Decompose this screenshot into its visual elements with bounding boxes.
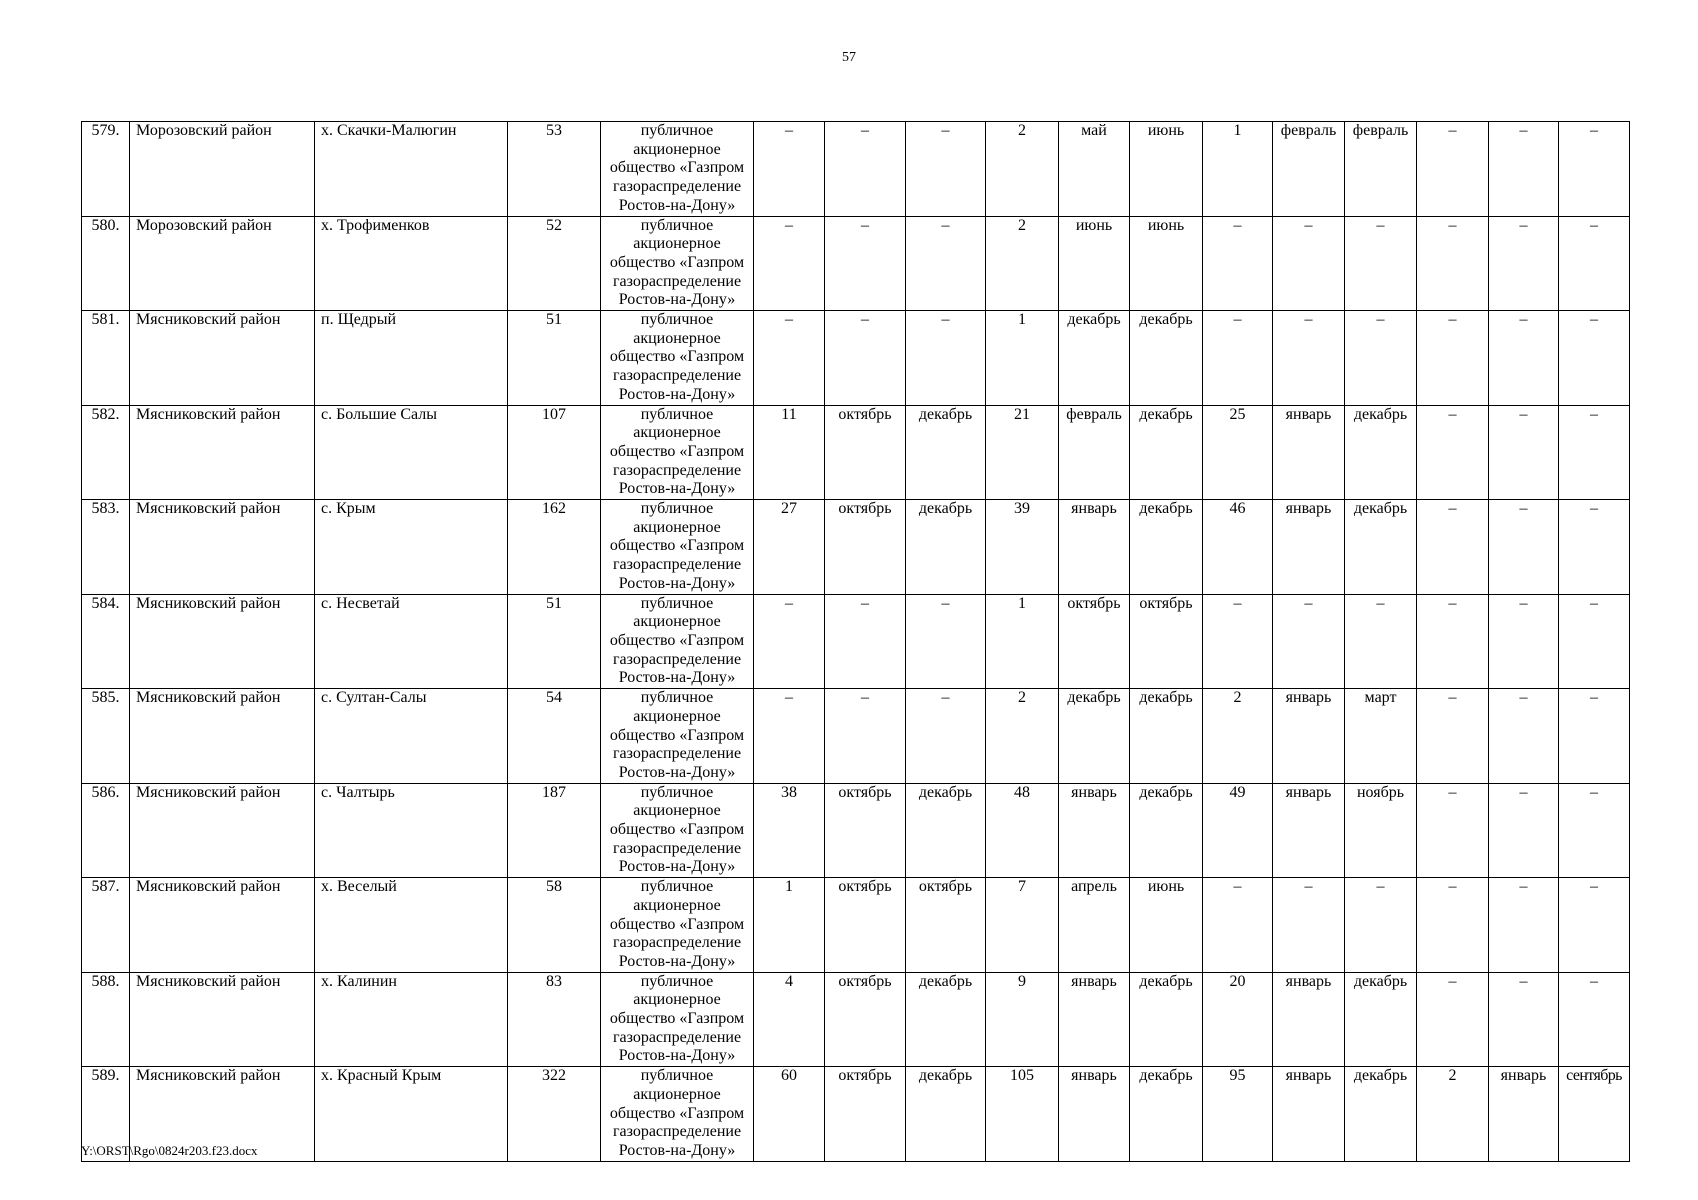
month-end-cell: – <box>1559 405 1630 500</box>
row-number: 580. <box>82 216 130 311</box>
row-number: 583. <box>82 500 130 595</box>
district-cell: Мясниковский район <box>130 972 315 1067</box>
organization-line: акционерное <box>633 1085 721 1103</box>
count-cell: – <box>754 122 825 217</box>
month-end-cell: декабрь <box>1130 500 1203 595</box>
organization-line: публичное <box>640 122 714 139</box>
organization-line: Ростов-на-Дону» <box>618 574 736 592</box>
organization-line: Ростов-на-Дону» <box>618 291 736 309</box>
district-cell: Мясниковский район <box>130 594 315 689</box>
count-cell: 38 <box>754 783 825 878</box>
count-cell: – <box>1417 311 1489 406</box>
gasification-schedule-table <box>81 121 1630 1162</box>
month-start-cell: – <box>1489 783 1559 878</box>
organization-line: газораспределение <box>612 367 742 385</box>
value-cell: 162 <box>508 500 601 595</box>
organization-line: общество «Газпром <box>609 442 745 460</box>
month-start-cell: – <box>1273 594 1345 689</box>
value-cell: 51 <box>508 594 601 689</box>
district-cell: Мясниковский район <box>130 689 315 784</box>
organization-line: Ростов-на-Дону» <box>618 858 736 876</box>
count-cell: 60 <box>754 1067 825 1162</box>
month-end-cell: – <box>1559 783 1630 878</box>
count-cell: 1 <box>986 311 1059 406</box>
count-cell: 25 <box>1203 405 1273 500</box>
month-start-cell: январь <box>1059 783 1130 878</box>
organization-line: Ростов-на-Дону» <box>618 952 736 970</box>
organization-line: газораспределение <box>612 934 742 952</box>
organization-line: публичное <box>640 783 714 801</box>
month-end-cell: декабрь <box>1345 1067 1417 1162</box>
value-cell: 322 <box>508 1067 601 1162</box>
count-cell: 4 <box>754 972 825 1067</box>
month-end-cell: июнь <box>1130 122 1203 217</box>
settlement-cell: х. Скачки-Малюгин <box>315 122 508 217</box>
month-end-cell: март <box>1345 689 1417 784</box>
count-cell: 21 <box>986 405 1059 500</box>
district-cell: Мясниковский район <box>130 311 315 406</box>
organization-line: общество «Газпром <box>609 1104 745 1122</box>
table-row <box>82 1067 1630 1162</box>
settlement-cell: с. Чалтырь <box>315 783 508 878</box>
month-start-cell: – <box>1489 122 1559 217</box>
month-end-cell: июнь <box>1130 216 1203 311</box>
month-start-cell: январь <box>1273 689 1345 784</box>
table-row <box>82 878 1630 973</box>
organization-cell <box>601 500 754 595</box>
count-cell: 1 <box>754 878 825 973</box>
count-cell: 1 <box>1203 122 1273 217</box>
organization-line: акционерное <box>633 140 721 158</box>
month-end-cell: декабрь <box>1345 972 1417 1067</box>
organization-line: Ростов-на-Дону» <box>618 385 736 403</box>
month-start-cell: январь <box>1059 1067 1130 1162</box>
month-start-cell: январь <box>1273 1067 1345 1162</box>
month-start-cell: – <box>1273 311 1345 406</box>
count-cell: – <box>754 594 825 689</box>
value-cell: 107 <box>508 405 601 500</box>
count-cell: 9 <box>986 972 1059 1067</box>
settlement-cell: х. Трофименков <box>315 216 508 311</box>
district-cell: Мясниковский район <box>130 500 315 595</box>
table-row <box>82 405 1630 500</box>
month-end-cell: декабрь <box>906 1067 986 1162</box>
month-end-cell: ноябрь <box>1345 783 1417 878</box>
settlement-cell: с. Большие Салы <box>315 405 508 500</box>
organization-line: газораспределение <box>612 272 742 290</box>
organization-line: акционерное <box>633 802 721 820</box>
organization-line: публичное <box>640 500 714 518</box>
organization-line: публичное <box>640 878 714 896</box>
month-start-cell: – <box>1489 689 1559 784</box>
month-end-cell: декабрь <box>906 972 986 1067</box>
month-end-cell: – <box>1559 216 1630 311</box>
value-cell: 54 <box>508 689 601 784</box>
organization-line: публичное <box>640 405 714 423</box>
month-end-cell: – <box>1345 594 1417 689</box>
count-cell: 27 <box>754 500 825 595</box>
month-start-cell: – <box>1273 878 1345 973</box>
month-end-cell: декабрь <box>906 783 986 878</box>
month-end-cell: – <box>1559 689 1630 784</box>
organization-line: Ростов-на-Дону» <box>618 763 736 781</box>
month-end-cell: – <box>1345 311 1417 406</box>
month-end-cell: – <box>1559 500 1630 595</box>
month-start-cell: февраль <box>1059 405 1130 500</box>
row-number: 585. <box>82 689 130 784</box>
table-row <box>82 311 1630 406</box>
count-cell: 39 <box>986 500 1059 595</box>
count-cell: – <box>1417 783 1489 878</box>
month-start-cell: май <box>1059 122 1130 217</box>
month-start-cell: – <box>1489 972 1559 1067</box>
month-end-cell: декабрь <box>1345 405 1417 500</box>
organization-cell <box>601 122 754 217</box>
organization-line: газораспределение <box>612 650 742 668</box>
count-cell: 95 <box>1203 1067 1273 1162</box>
count-cell: – <box>1203 594 1273 689</box>
month-end-cell: декабрь <box>1345 500 1417 595</box>
table-row <box>82 122 1630 217</box>
organization-line: акционерное <box>633 518 721 536</box>
district-cell: Мясниковский район <box>130 783 315 878</box>
count-cell: 7 <box>986 878 1059 973</box>
count-cell: – <box>1203 878 1273 973</box>
month-start-cell: январь <box>1273 783 1345 878</box>
organization-line: акционерное <box>633 424 721 442</box>
count-cell: 11 <box>754 405 825 500</box>
value-cell: 187 <box>508 783 601 878</box>
month-start-cell: – <box>825 216 906 311</box>
month-start-cell: январь <box>1059 972 1130 1067</box>
district-cell: Морозовский район <box>130 216 315 311</box>
organization-line: публичное <box>640 311 714 329</box>
row-number: 584. <box>82 594 130 689</box>
organization-line: акционерное <box>633 991 721 1009</box>
month-start-cell: – <box>1489 311 1559 406</box>
month-end-cell: октябрь <box>906 878 986 973</box>
organization-line: газораспределение <box>612 178 742 196</box>
count-cell: – <box>1417 500 1489 595</box>
month-start-cell: – <box>1489 405 1559 500</box>
month-start-cell: – <box>1489 594 1559 689</box>
count-cell: – <box>1417 216 1489 311</box>
page-number: 57 <box>842 50 856 65</box>
month-end-cell: – <box>906 311 986 406</box>
organization-line: общество «Газпром <box>609 726 745 744</box>
month-end-cell: – <box>1559 878 1630 973</box>
month-end-cell: декабрь <box>1130 689 1203 784</box>
settlement-cell: п. Щедрый <box>315 311 508 406</box>
file-path-footer: Y:\ORST\Rgo\0824r203.f23.docx <box>81 1143 258 1158</box>
organization-line: общество «Газпром <box>609 253 745 271</box>
table-row <box>82 783 1630 878</box>
organization-line: общество «Газпром <box>609 821 745 839</box>
district-cell: Мясниковский район <box>130 878 315 973</box>
organization-line: публичное <box>640 1067 714 1085</box>
month-start-cell: октябрь <box>1059 594 1130 689</box>
district-cell: Мясниковский район <box>130 1067 315 1162</box>
organization-cell <box>601 311 754 406</box>
settlement-cell: х. Калинин <box>315 972 508 1067</box>
value-cell: 58 <box>508 878 601 973</box>
month-start-cell: – <box>825 311 906 406</box>
row-number: 579. <box>82 122 130 217</box>
month-end-cell: июнь <box>1130 878 1203 973</box>
organization-line: Ростов-на-Дону» <box>618 480 736 498</box>
row-number: 581. <box>82 311 130 406</box>
organization-line: газораспределение <box>612 461 742 479</box>
organization-line: публичное <box>640 594 714 612</box>
month-end-cell: декабрь <box>906 405 986 500</box>
table-row <box>82 594 1630 689</box>
organization-line: Ростов-на-Дону» <box>618 1141 736 1159</box>
month-start-cell: январь <box>1273 972 1345 1067</box>
value-cell: 52 <box>508 216 601 311</box>
month-start-cell: декабрь <box>1059 689 1130 784</box>
month-start-cell: октябрь <box>825 878 906 973</box>
month-start-cell: – <box>1489 500 1559 595</box>
organization-cell <box>601 1067 754 1162</box>
count-cell: 2 <box>986 122 1059 217</box>
organization-line: акционерное <box>633 613 721 631</box>
organization-cell <box>601 878 754 973</box>
organization-line: общество «Газпром <box>609 348 745 366</box>
count-cell: – <box>1417 122 1489 217</box>
organization-line: Ростов-на-Дону» <box>618 1047 736 1065</box>
organization-line: акционерное <box>633 329 721 347</box>
organization-cell <box>601 594 754 689</box>
month-start-cell: – <box>1489 878 1559 973</box>
month-start-cell: октябрь <box>825 405 906 500</box>
month-end-cell: – <box>906 122 986 217</box>
month-end-cell: – <box>906 216 986 311</box>
organization-line: газораспределение <box>612 839 742 857</box>
month-end-cell: декабрь <box>1130 311 1203 406</box>
month-end-cell: – <box>1345 216 1417 311</box>
organization-cell <box>601 783 754 878</box>
count-cell: 1 <box>986 594 1059 689</box>
table-row <box>82 689 1630 784</box>
organization-line: публичное <box>640 972 714 990</box>
organization-line: газораспределение <box>612 745 742 763</box>
month-end-cell: – <box>906 689 986 784</box>
row-number: 587. <box>82 878 130 973</box>
organization-line: Ростов-на-Дону» <box>618 669 736 687</box>
count-cell: 2 <box>986 689 1059 784</box>
month-end-cell: – <box>1559 972 1630 1067</box>
month-end-cell: декабрь <box>1130 783 1203 878</box>
month-start-cell: – <box>825 122 906 217</box>
organization-line: газораспределение <box>612 1028 742 1046</box>
month-start-cell: – <box>825 594 906 689</box>
district-cell: Морозовский район <box>130 122 315 217</box>
month-end-cell: декабрь <box>906 500 986 595</box>
organization-line: акционерное <box>633 707 721 725</box>
settlement-cell: с. Султан-Салы <box>315 689 508 784</box>
count-cell: – <box>1417 405 1489 500</box>
month-start-cell: январь <box>1273 405 1345 500</box>
month-start-cell: январь <box>1273 500 1345 595</box>
organization-cell <box>601 972 754 1067</box>
month-start-cell: июнь <box>1059 216 1130 311</box>
month-start-cell: апрель <box>1059 878 1130 973</box>
count-cell: 46 <box>1203 500 1273 595</box>
count-cell: 49 <box>1203 783 1273 878</box>
organization-cell <box>601 689 754 784</box>
month-end-cell: – <box>1345 878 1417 973</box>
month-start-cell: январь <box>1059 500 1130 595</box>
district-cell: Мясниковский район <box>130 405 315 500</box>
settlement-cell: с. Крым <box>315 500 508 595</box>
month-start-cell: – <box>1273 216 1345 311</box>
organization-line: общество «Газпром <box>609 631 745 649</box>
organization-line: публичное <box>640 216 714 234</box>
organization-line: общество «Газпром <box>609 915 745 933</box>
count-cell: 2 <box>986 216 1059 311</box>
organization-line: акционерное <box>633 896 721 914</box>
month-end-cell: – <box>1559 594 1630 689</box>
value-cell: 51 <box>508 311 601 406</box>
month-end-cell: – <box>1559 122 1630 217</box>
count-cell: – <box>1417 594 1489 689</box>
organization-line: общество «Газпром <box>609 159 745 177</box>
month-end-cell: октябрь <box>1130 594 1203 689</box>
organization-line: газораспределение <box>612 1123 742 1141</box>
table-row <box>82 972 1630 1067</box>
value-cell: 83 <box>508 972 601 1067</box>
month-start-cell: октябрь <box>825 500 906 595</box>
settlement-cell: х. Красный Крым <box>315 1067 508 1162</box>
count-cell: – <box>754 216 825 311</box>
count-cell: 2 <box>1203 689 1273 784</box>
organization-line: публичное <box>640 689 714 707</box>
settlement-cell: х. Веселый <box>315 878 508 973</box>
count-cell: – <box>1417 878 1489 973</box>
month-end-cell: декабрь <box>1130 1067 1203 1162</box>
month-start-cell: октябрь <box>825 783 906 878</box>
organization-line: Ростов-на-Дону» <box>618 196 736 214</box>
month-start-cell: декабрь <box>1059 311 1130 406</box>
month-end-cell: – <box>1559 311 1630 406</box>
row-number: 589. <box>82 1067 130 1162</box>
organization-line: акционерное <box>633 235 721 253</box>
month-end-cell: февраль <box>1345 122 1417 217</box>
value-cell: 53 <box>508 122 601 217</box>
month-start-cell: октябрь <box>825 972 906 1067</box>
month-start-cell: – <box>1489 216 1559 311</box>
count-cell: – <box>754 689 825 784</box>
row-number: 586. <box>82 783 130 878</box>
month-end-cell: сентябрь <box>1559 1067 1630 1162</box>
month-start-cell: – <box>825 689 906 784</box>
month-end-cell: – <box>906 594 986 689</box>
count-cell: 2 <box>1417 1067 1489 1162</box>
count-cell: – <box>1203 216 1273 311</box>
organization-line: газораспределение <box>612 556 742 574</box>
table-row <box>82 216 1630 311</box>
month-end-cell: декабрь <box>1130 405 1203 500</box>
organization-cell <box>601 405 754 500</box>
settlement-cell: с. Несветай <box>315 594 508 689</box>
count-cell: – <box>754 311 825 406</box>
month-start-cell: февраль <box>1273 122 1345 217</box>
row-number: 588. <box>82 972 130 1067</box>
count-cell: – <box>1417 689 1489 784</box>
count-cell: 20 <box>1203 972 1273 1067</box>
organization-line: общество «Газпром <box>609 537 745 555</box>
month-start-cell: январь <box>1489 1067 1559 1162</box>
organization-cell <box>601 216 754 311</box>
row-number: 582. <box>82 405 130 500</box>
count-cell: 105 <box>986 1067 1059 1162</box>
month-end-cell: декабрь <box>1130 972 1203 1067</box>
count-cell: 48 <box>986 783 1059 878</box>
count-cell: – <box>1203 311 1273 406</box>
month-start-cell: октябрь <box>825 1067 906 1162</box>
count-cell: – <box>1417 972 1489 1067</box>
table-row <box>82 500 1630 595</box>
organization-line: общество «Газпром <box>609 1010 745 1028</box>
